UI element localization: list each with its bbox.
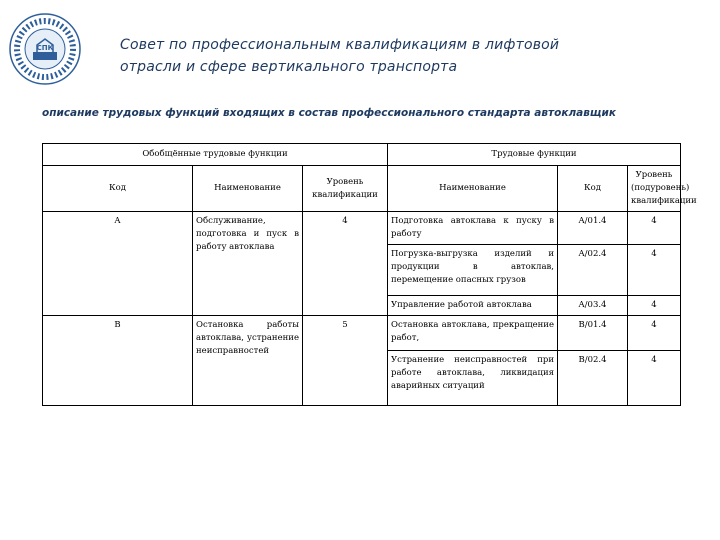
function-level: 4 (628, 245, 681, 296)
function-code: B/02.4 (558, 351, 628, 406)
group-name: Остановка работы автоклава, устранение неисправностей (193, 316, 303, 406)
title-line-2: отрасли и сфере вертикального транспорта (120, 59, 458, 75)
group-level: 5 (303, 316, 388, 406)
function-level: 4 (628, 351, 681, 406)
function-name: Устранение неисправностей при работе автоклава, ликвидация аварийных ситуаций (388, 351, 558, 406)
col-sublevel-header: Уровень (подуровень) квалификации (628, 166, 681, 212)
function-code: A/02.4 (558, 245, 628, 296)
function-code: A/01.4 (558, 212, 628, 245)
logo-text: СПК (36, 44, 54, 52)
function-level: 4 (628, 296, 681, 316)
col-level-header: Уровень квалификации (303, 166, 388, 212)
labor-functions-header: Трудовые функции (388, 144, 681, 166)
functions-table (42, 143, 697, 406)
function-code: B/01.4 (558, 316, 628, 351)
table-row (43, 316, 681, 351)
function-level: 4 (628, 212, 681, 245)
group-level: 4 (303, 212, 388, 316)
generalized-functions-header: Обобщённые трудовые функции (43, 144, 388, 166)
col-tf-code-header: Код (558, 166, 628, 212)
table-row (43, 212, 681, 245)
col-name-header: Наименование (193, 166, 303, 212)
council-logo (8, 12, 82, 86)
function-name: Управление работой автоклава (388, 296, 558, 316)
page-title (120, 34, 680, 78)
group-code: A (43, 212, 193, 316)
function-code: A/03.4 (558, 296, 628, 316)
group-name: Обслуживание, подготовка и пуск в работу автоклава (193, 212, 303, 316)
title-line-1: Совет по профессиональным квалификациям в лифтовой (120, 37, 560, 53)
group-code: B (43, 316, 193, 406)
function-name: Остановка автоклава, прекращение работ, (388, 316, 558, 351)
function-name: Подготовка автоклава к пуску в работу (388, 212, 558, 245)
function-name: Погрузка-выгрузка изделий и продукции в автоклав, перемещение опасных грузов (388, 245, 558, 296)
page-subtitle: описание трудовых функций входящих в состав профессионального стандарта автоклавщик (42, 107, 616, 119)
group-header-row (43, 144, 681, 166)
column-header-row (43, 166, 681, 212)
col-code-header: Код (43, 166, 193, 212)
function-level: 4 (628, 316, 681, 351)
col-tf-name-header: Наименование (388, 166, 558, 212)
